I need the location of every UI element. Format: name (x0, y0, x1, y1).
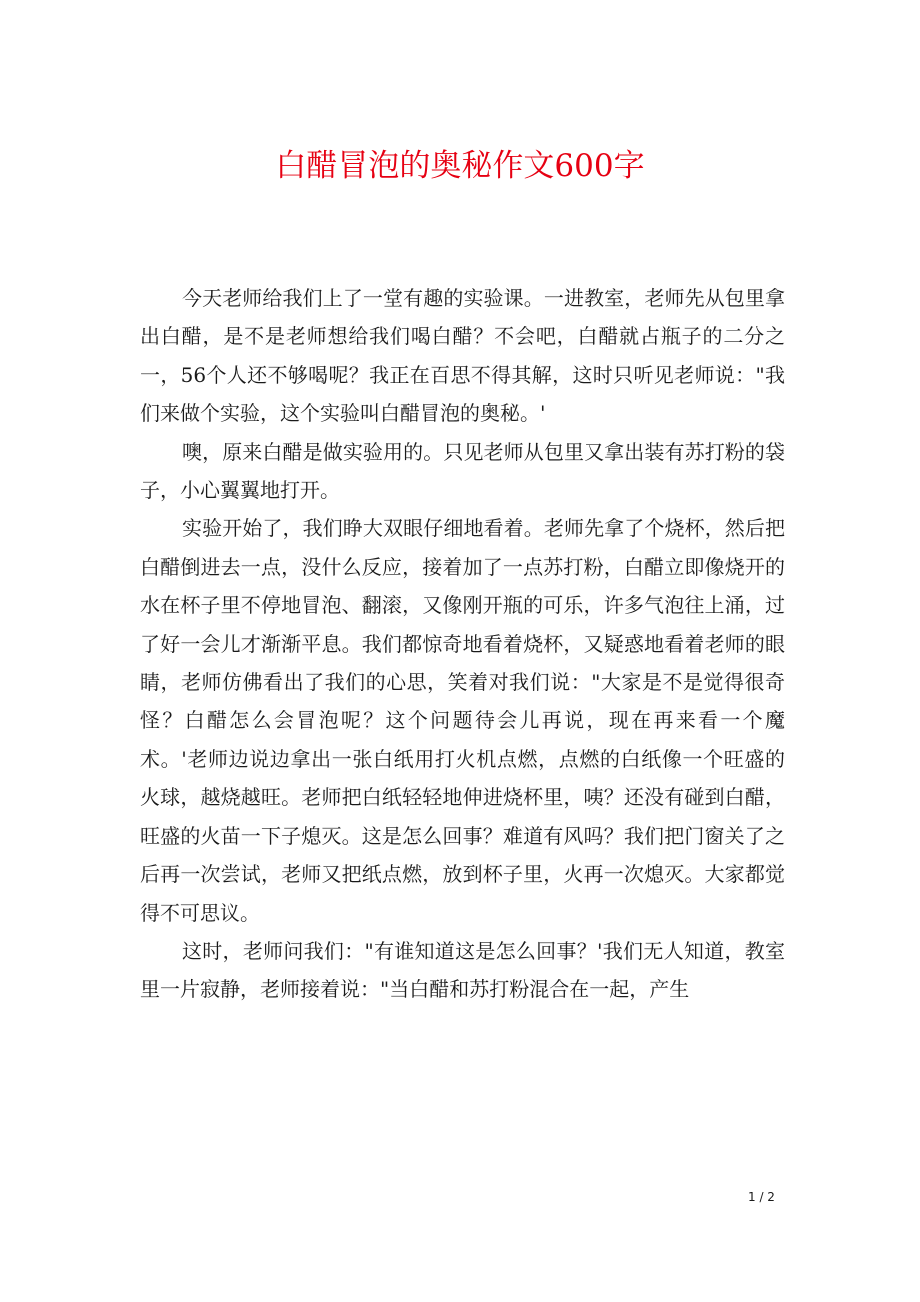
paragraph-4: 这时，老师问我们："有谁知道这是怎么回事？'我们无人知道，教室里一片寂静，老师接着说："当白醋和苏打粉混合在一起，产生 (140, 938, 785, 1002)
paragraph-3: 实验开始了，我们睁大双眼仔细地看着。老师先拿了个烧杯，然后把白醋倒进去一点，没什么反应，接着加了一点苏打粉，白醋立即像烧开的水在杯子里不停地冒泡、翻滚，又像刚开瓶的可乐，许多气泡往上涌，过了好一会儿才渐渐平息。我们都惊奇地看着烧杯，又疑惑地看着老师的眼睛，老师仿佛看出了我们的心思，笑着对我们说："大家是不是觉得很奇怪？白醋怎么会冒泡呢？这个问题待会儿再说，现在再来看一个魔术。'老师边说边拿出一张白纸用打火机点燃，点燃的白纸像一个旺盛的火球，越烧越旺。老师把白纸轻轻地伸进烧杯里，咦？还没有碰到白醋，旺盛的火苗一下子熄灭。这是怎么回事？难道有风吗？我们把门窗关了之后再一次尝试，老师又把纸点燃，放到杯子里，火再一次熄灭。大家都觉得不可思议。 (140, 516, 785, 925)
page-number: 1 / 2 (748, 1190, 775, 1204)
paragraph-2: 噢，原来白醋是做实验用的。只见老师从包里又拿出装有苏打粉的袋子，小心翼翼地打开。 (140, 439, 785, 503)
paragraph-1: 今天老师给我们上了一堂有趣的实验课。一进教室，老师先从包里拿出白醋，是不是老师想给我们喝白醋？不会吧，白醋就占瓶子的二分之一，56个人还不够喝呢？我正在百思不得其解，这时只听见老师说："我们来做个实验，这个实验叫白醋冒泡的奥秘。' (140, 286, 785, 426)
document-title: 白醋冒泡的奥秘作文600字 (275, 148, 645, 184)
document-body (140, 279, 785, 1009)
